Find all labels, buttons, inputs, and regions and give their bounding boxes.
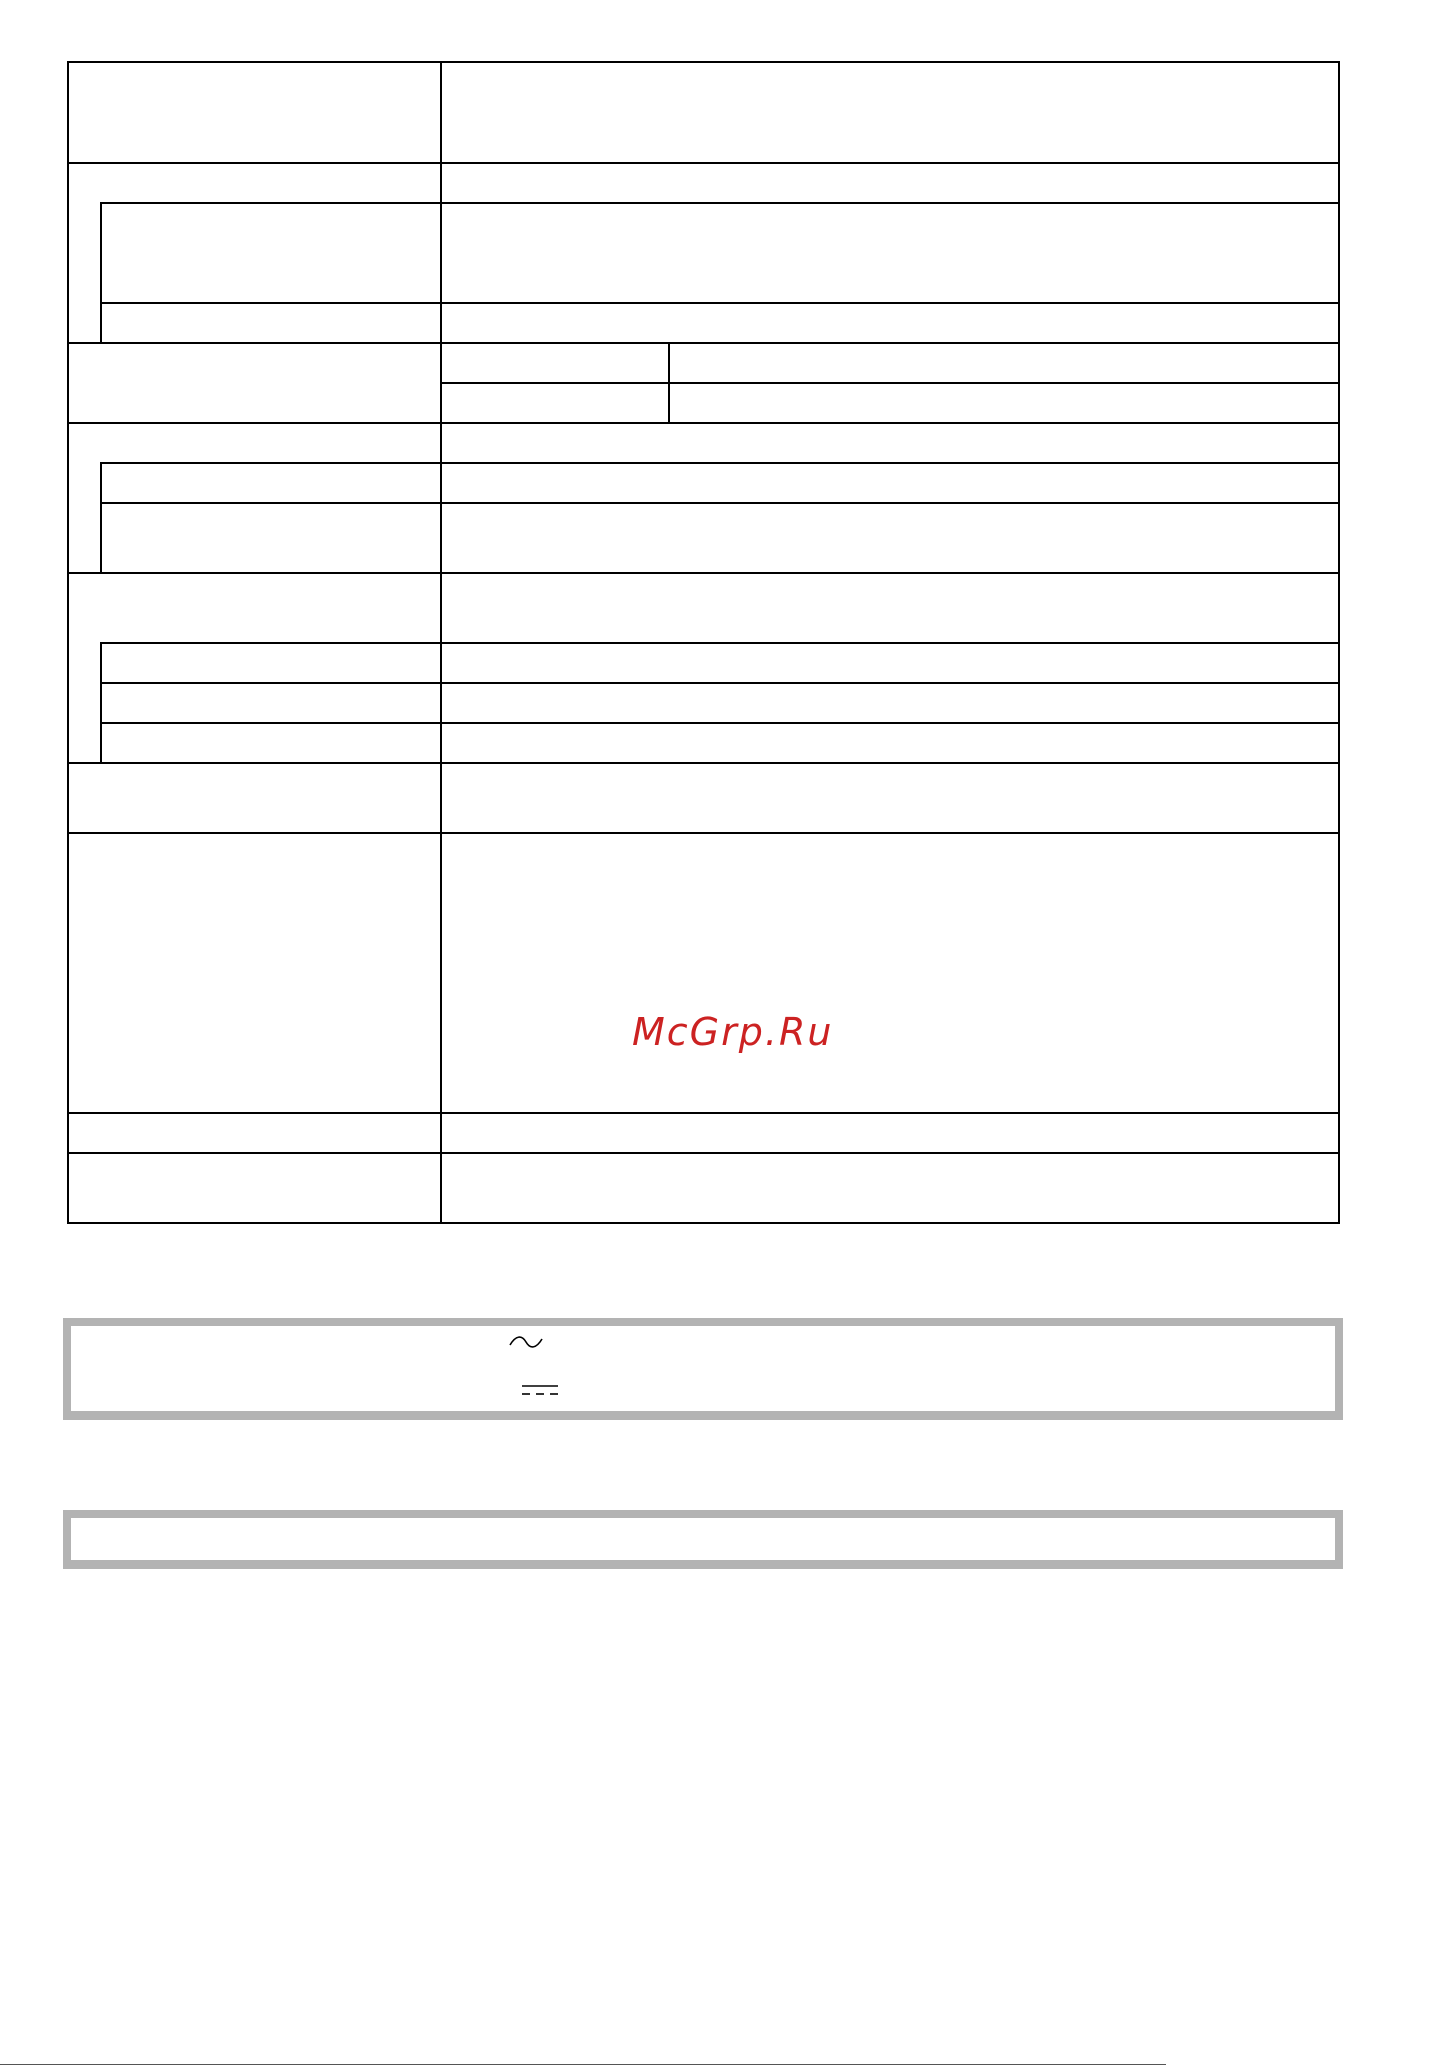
table-indent-line [100,202,102,344]
empty-note-box [63,1510,1343,1569]
table-row-divider [101,462,1340,464]
table-subcolumn-divider [668,342,670,424]
table-row-divider [67,162,1340,164]
table-row-divider [101,202,1340,204]
table-row-divider [101,642,1340,644]
table-indent-line [100,642,102,764]
table-row-divider [441,382,1340,384]
table-left-border [67,61,69,1224]
table-right-border [1338,61,1340,1224]
table-row-divider [101,682,1340,684]
footer-rule [0,2064,1166,2065]
table-indent-line [100,462,102,574]
table-column-divider [440,61,442,1224]
table-row-divider [67,342,1340,344]
table-row-divider [101,722,1340,724]
alternating-current-icon [508,1333,544,1351]
table-row-divider [101,502,1340,504]
table-row-divider [67,1152,1340,1154]
table-row-divider [101,302,1340,304]
table-row-divider [67,832,1340,834]
table-row-divider [67,762,1340,764]
table-row-divider [67,572,1340,574]
table-top-border [67,61,1340,63]
table-bottom-border [67,1222,1340,1224]
direct-current-icon [521,1384,559,1396]
power-symbols-note-box [63,1318,1343,1420]
table-row-divider [67,1112,1340,1114]
table-row-divider [67,422,1340,424]
watermark-text: McGrp.Ru [632,1010,834,1054]
